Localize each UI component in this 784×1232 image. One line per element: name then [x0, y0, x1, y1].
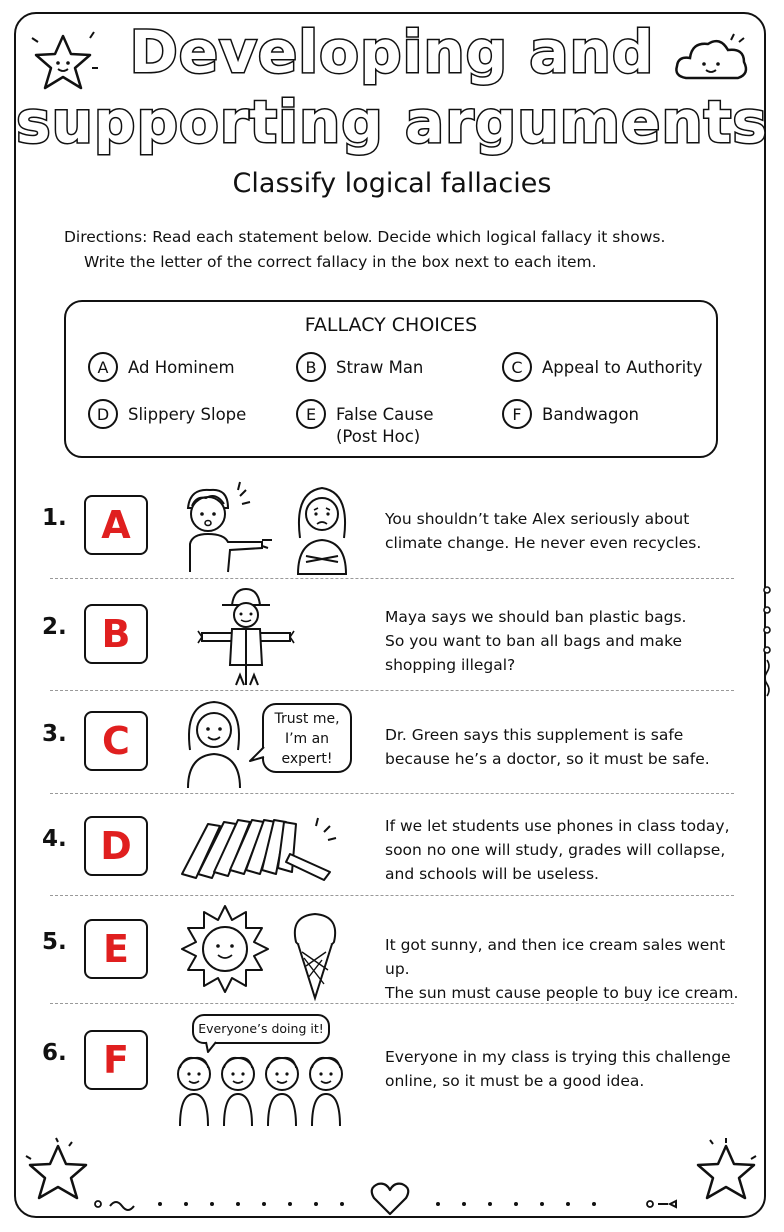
directions	[64, 225, 744, 275]
answer-box[interactable]: E	[84, 919, 148, 979]
choice-f	[502, 399, 639, 429]
item-divider	[50, 578, 734, 579]
statement-line: online, so it must be a good idea.	[385, 1072, 645, 1090]
item-statement	[385, 1045, 745, 1093]
directions-line-2: Write the letter of the correct fallacy in the box next to each item.	[84, 253, 597, 271]
star-outline-icon	[22, 1136, 94, 1208]
expert-woman-illustration-icon	[182, 698, 246, 790]
item-number: 1.	[42, 505, 67, 531]
item-divider	[50, 793, 734, 794]
answer-box[interactable]: C	[84, 711, 148, 771]
choice-label-line-1: False Cause	[336, 405, 434, 424]
choice-letter: C	[502, 352, 532, 382]
statement-line: It got sunny, and then ice cream sales went up.	[385, 936, 726, 978]
statement-line: So you want to ban all bags and make	[385, 632, 683, 650]
statement-line: shopping illegal?	[385, 656, 516, 674]
choice-e	[296, 399, 434, 448]
choice-label-line-2: (Post Hoc)	[336, 427, 421, 446]
choice-d	[88, 399, 246, 429]
bubble-line: expert!	[281, 751, 333, 767]
statement-line: If we let students use phones in class today,	[385, 817, 730, 835]
item-statement	[385, 507, 745, 555]
choice-label	[336, 399, 434, 448]
choice-a	[88, 352, 235, 382]
choice-c	[502, 352, 703, 382]
speech-bubble-tail-icon	[248, 745, 266, 765]
choice-label: Slippery Slope	[128, 405, 247, 424]
pointing-boy-illustration-icon	[178, 480, 278, 576]
item-statement	[385, 814, 745, 886]
bubble-line: I’m an	[284, 731, 330, 747]
answer-box[interactable]: D	[84, 816, 148, 876]
speech-bubble-expert	[262, 703, 352, 773]
directions-line-1: Read each statement below. Decide which logical fallacy it shows.	[147, 228, 666, 246]
answer-box[interactable]: A	[84, 495, 148, 555]
statement-line: and schools will be useless.	[385, 865, 599, 883]
side-squiggle-decoration-icon	[760, 580, 774, 700]
statement-line: The sun must cause people to buy ice cream.	[385, 984, 739, 1002]
star-outline-icon	[690, 1136, 762, 1208]
subtitle: Classify logical fallacies	[232, 168, 552, 199]
statement-line: Maya says we should ban plastic bags.	[385, 608, 687, 626]
sun-illustration-icon	[180, 904, 270, 994]
choice-letter: D	[88, 399, 118, 429]
statement-line: climate change. He never even recycles.	[385, 534, 702, 552]
fallacy-choices-box	[64, 300, 718, 458]
statement-line: Everyone in my class is trying this challenge	[385, 1048, 731, 1066]
group-of-kids-illustration-icon	[172, 1054, 352, 1128]
choice-letter: E	[296, 399, 326, 429]
answer-box[interactable]: F	[84, 1030, 148, 1090]
statement-line: You shouldn’t take Alex seriously about	[385, 510, 690, 528]
item-number: 4.	[42, 826, 67, 852]
speech-bubble-everyone: Everyone’s doing it!	[192, 1014, 330, 1044]
title-line-2: supporting arguments	[16, 88, 768, 156]
directions-label: Directions:	[64, 228, 148, 246]
choice-label: Straw Man	[336, 358, 424, 377]
falling-dominoes-illustration-icon	[178, 812, 344, 882]
item-number: 6.	[42, 1040, 67, 1066]
speech-bubble-tail-icon	[204, 1042, 218, 1054]
answer-box[interactable]: B	[84, 604, 148, 664]
choice-letter: A	[88, 352, 118, 382]
statement-line: soon no one will study, grades will collapse,	[385, 841, 726, 859]
ice-cream-cone-illustration-icon	[290, 908, 340, 1000]
scarecrow-illustration-icon	[196, 585, 296, 687]
item-divider	[50, 895, 734, 896]
statement-line: Dr. Green says this supplement is safe	[385, 726, 684, 744]
item-divider	[50, 690, 734, 691]
item-number: 5.	[42, 929, 67, 955]
bubble-line: Trust me,	[274, 711, 340, 727]
statement-line: because he’s a doctor, so it must be safe.	[385, 750, 710, 768]
choice-label: Appeal to Authority	[542, 358, 703, 377]
choice-label: Bandwagon	[542, 405, 639, 424]
item-statement	[385, 723, 745, 771]
item-number: 3.	[42, 721, 67, 747]
dotted-border-heart-icon	[90, 1180, 690, 1216]
item-number: 2.	[42, 614, 67, 640]
item-statement	[385, 605, 745, 677]
choice-letter: B	[296, 352, 326, 382]
choice-label: Ad Hominem	[128, 358, 235, 377]
fallacy-choices-title: FALLACY CHOICES	[304, 314, 478, 336]
choice-b	[296, 352, 423, 382]
upset-girl-illustration-icon	[292, 482, 352, 576]
title-line-1: Developing and	[129, 18, 655, 86]
choice-letter: F	[502, 399, 532, 429]
item-statement	[385, 933, 745, 1005]
item-divider	[50, 1003, 734, 1004]
